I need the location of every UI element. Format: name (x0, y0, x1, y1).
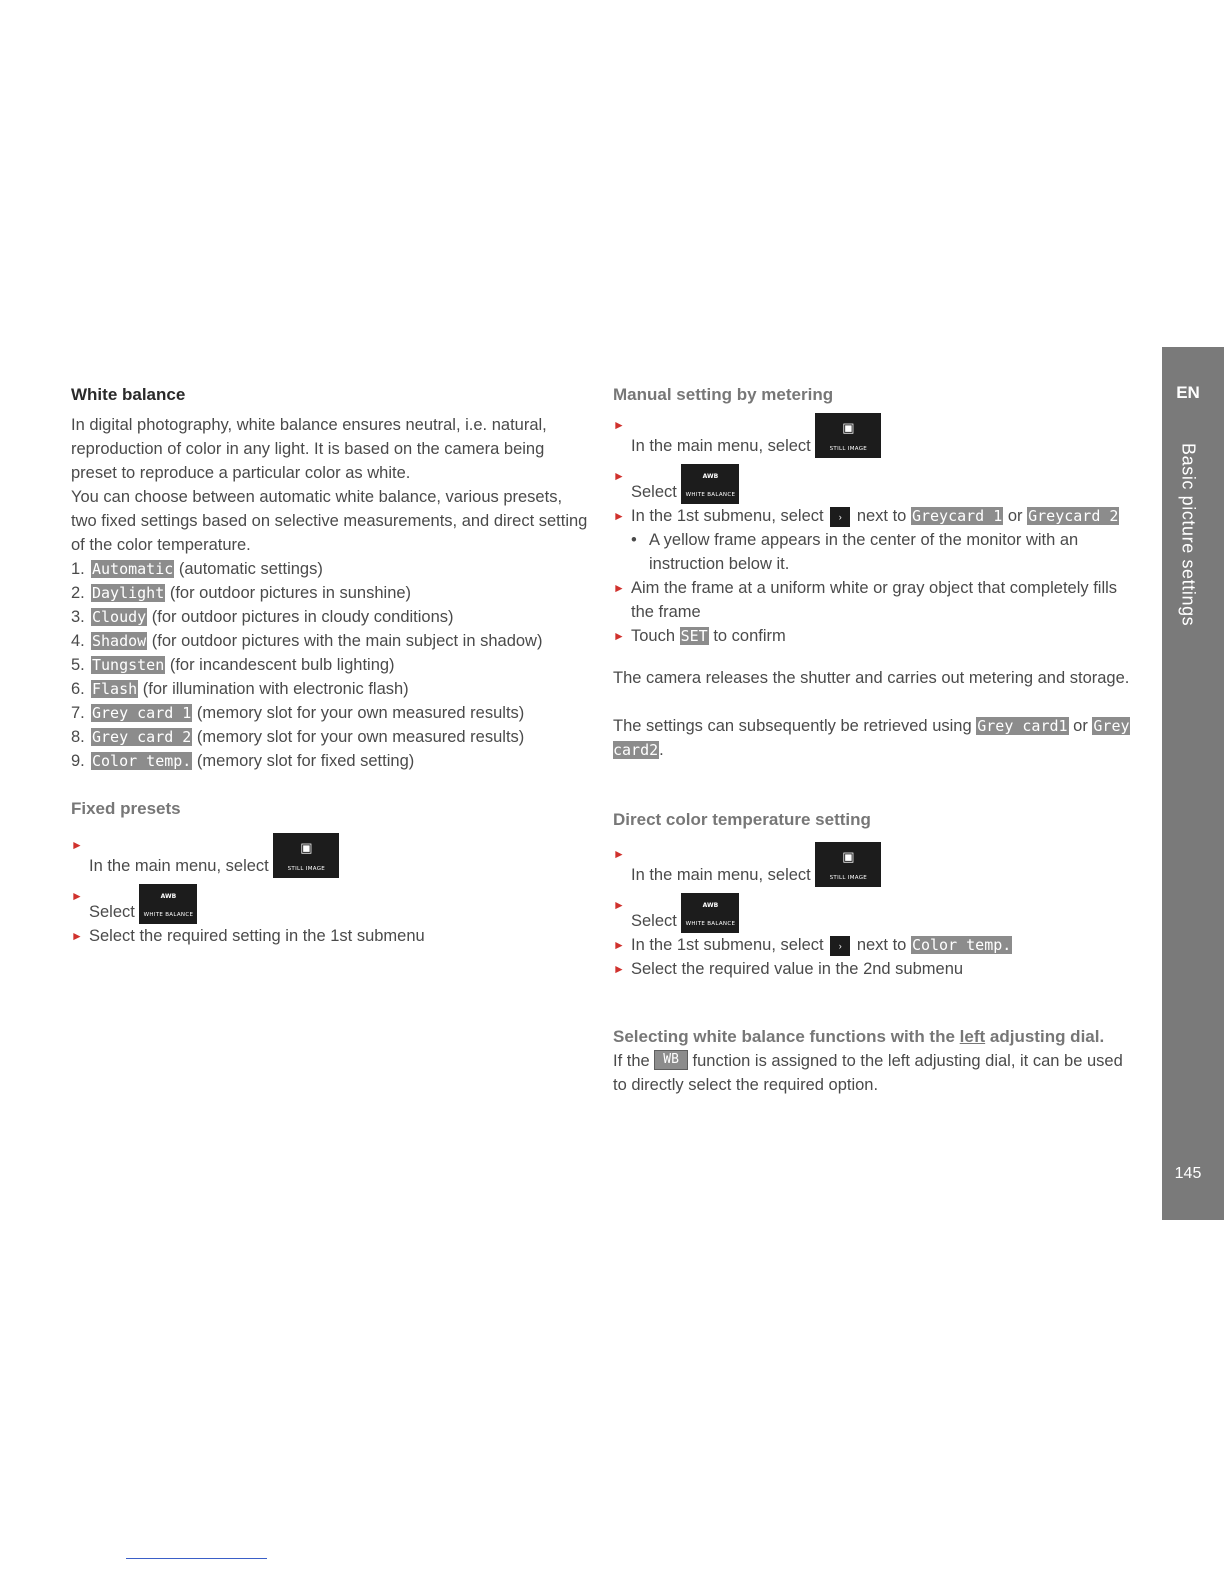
arrow-icon: ► (613, 581, 625, 595)
arrow-icon: ► (613, 938, 625, 952)
step: ► In the main menu, select ▣ STILL IMAGE (613, 842, 1133, 887)
adjusting-dial-paragraph: If the WB function is assigned to the left adjusting dial, it can be used to directly select the required option. (613, 1052, 1123, 1094)
option-tag: Cloudy (92, 608, 147, 626)
arrow-icon: ► (613, 847, 625, 861)
list-item: 4. Shadow (for outdoor pictures with the main subject in shadow) (71, 632, 543, 650)
section-heading-adjusting-dial: Selecting white balance functions with the left adjusting dial. (613, 1027, 1105, 1046)
option-tag: Flash (92, 680, 138, 698)
arrow-icon: ► (71, 838, 83, 852)
option-tag: Tungsten (92, 656, 165, 674)
intro-paragraph-2: You can choose between automatic white balance, various presets, two fixed settings based on selective measurements, and direct setting of the color temperature. (71, 488, 588, 554)
white-balance-menu-icon: AWB WHITE BALANCE (681, 464, 739, 504)
bullet-icon: • (631, 531, 637, 549)
language-label: EN (1176, 383, 1200, 402)
left-column (71, 383, 591, 948)
white-balance-options-list (71, 557, 591, 773)
wb-function-badge: WB (654, 1050, 688, 1070)
option-tag: Greycard 2 (1028, 507, 1119, 525)
arrow-icon: ► (613, 962, 625, 976)
list-item: 5. Tungsten (for incandescent bulb lighting) (71, 656, 395, 674)
footer-divider (126, 1558, 267, 1559)
step: ► In the 1st submenu, select › next to Greycard 1 or Greycard 2 (613, 504, 1133, 528)
step: ► Select AWB WHITE BALANCE (71, 884, 591, 924)
step: ► Select AWB WHITE BALANCE (613, 893, 1133, 933)
arrow-icon: ► (613, 469, 625, 483)
list-item: 2. Daylight (for outdoor pictures in sunshine) (71, 584, 412, 602)
section-heading-direct-color-temp: Direct color temperature setting (613, 810, 871, 829)
arrow-icon: ► (71, 889, 83, 903)
list-item: 8. Grey card 2 (memory slot for your own measured results) (71, 728, 525, 746)
option-tag: Grey card 2 (92, 728, 192, 746)
arrow-icon: ► (613, 898, 625, 912)
list-item: 1. Automatic (automatic settings) (71, 560, 323, 578)
option-tag: Grey card2 (613, 717, 1130, 759)
camera-icon: ▣ (842, 420, 855, 435)
option-tag: Color temp. (911, 936, 1012, 954)
option-tag: Daylight (92, 584, 165, 602)
list-item: 3. Cloudy (for outdoor pictures in cloudy conditions) (71, 608, 454, 626)
option-tag: Shadow (92, 632, 147, 650)
right-column (613, 383, 1133, 1097)
result-paragraph: The camera releases the shutter and carries out metering and storage. (613, 669, 1130, 687)
section-heading-white-balance: White balance (71, 385, 186, 404)
option-tag: Greycard 1 (911, 507, 1003, 525)
chapter-title: Basic picture settings (1178, 443, 1199, 627)
option-tag: Grey card1 (977, 717, 1068, 735)
section-heading-fixed-presets: Fixed presets (71, 799, 181, 818)
step: ► Select the required value in the 2nd submenu (613, 957, 1133, 981)
chevron-right-icon: › (830, 936, 850, 956)
arrow-icon: ► (613, 509, 625, 523)
still-image-menu-icon: ▣ STILL IMAGE (273, 833, 339, 878)
chevron-right-icon: › (830, 507, 850, 527)
chapter-sidebar (1162, 347, 1224, 1220)
still-image-menu-icon: ▣ STILL IMAGE (815, 413, 881, 458)
bullet-note: • A yellow frame appears in the center of the monitor with an instruction below it. (613, 528, 1133, 576)
arrow-icon: ► (71, 929, 83, 943)
white-balance-menu-icon: AWB WHITE BALANCE (681, 893, 739, 933)
option-tag: SET (680, 627, 708, 645)
list-item: 9. Color temp. (memory slot for fixed setting) (71, 752, 415, 770)
option-tag: Automatic (92, 560, 174, 578)
step: ► In the main menu, select ▣ STILL IMAGE (613, 413, 1133, 458)
step: ► Aim the frame at a uniform white or gray object that completely fills the frame (613, 576, 1133, 624)
page-number: 145 (1174, 1165, 1202, 1182)
white-balance-menu-icon: AWB WHITE BALANCE (139, 884, 197, 924)
step: ► Select AWB WHITE BALANCE (613, 464, 1133, 504)
camera-icon: ▣ (300, 840, 313, 855)
still-image-menu-icon: ▣ STILL IMAGE (815, 842, 881, 887)
arrow-icon: ► (613, 418, 625, 432)
step: ► In the main menu, select ▣ STILL IMAGE (71, 833, 591, 878)
option-tag: Color temp. (92, 752, 192, 770)
camera-icon: ▣ (842, 849, 855, 864)
step: ► Touch SET to confirm (613, 624, 1133, 648)
intro-paragraph: In digital photography, white balance ensures neutral, i.e. natural, reproduction of color in any light. It is based on the camera being preset to reproduce a particular color as white. (71, 416, 547, 482)
step: ► Select the required setting in the 1st submenu (71, 924, 591, 948)
section-heading-manual-metering: Manual setting by metering (613, 385, 834, 404)
arrow-icon: ► (613, 629, 625, 643)
step: ► In the 1st submenu, select › next to Color temp. (613, 933, 1133, 957)
list-item: 6. Flash (for illumination with electronic flash) (71, 680, 409, 698)
option-tag: Grey card 1 (92, 704, 192, 722)
retrieve-paragraph: The settings can subsequently be retrieved using Grey card1 or Grey card2. (613, 717, 1130, 759)
list-item: 7. Grey card 1 (memory slot for your own measured results) (71, 704, 525, 722)
